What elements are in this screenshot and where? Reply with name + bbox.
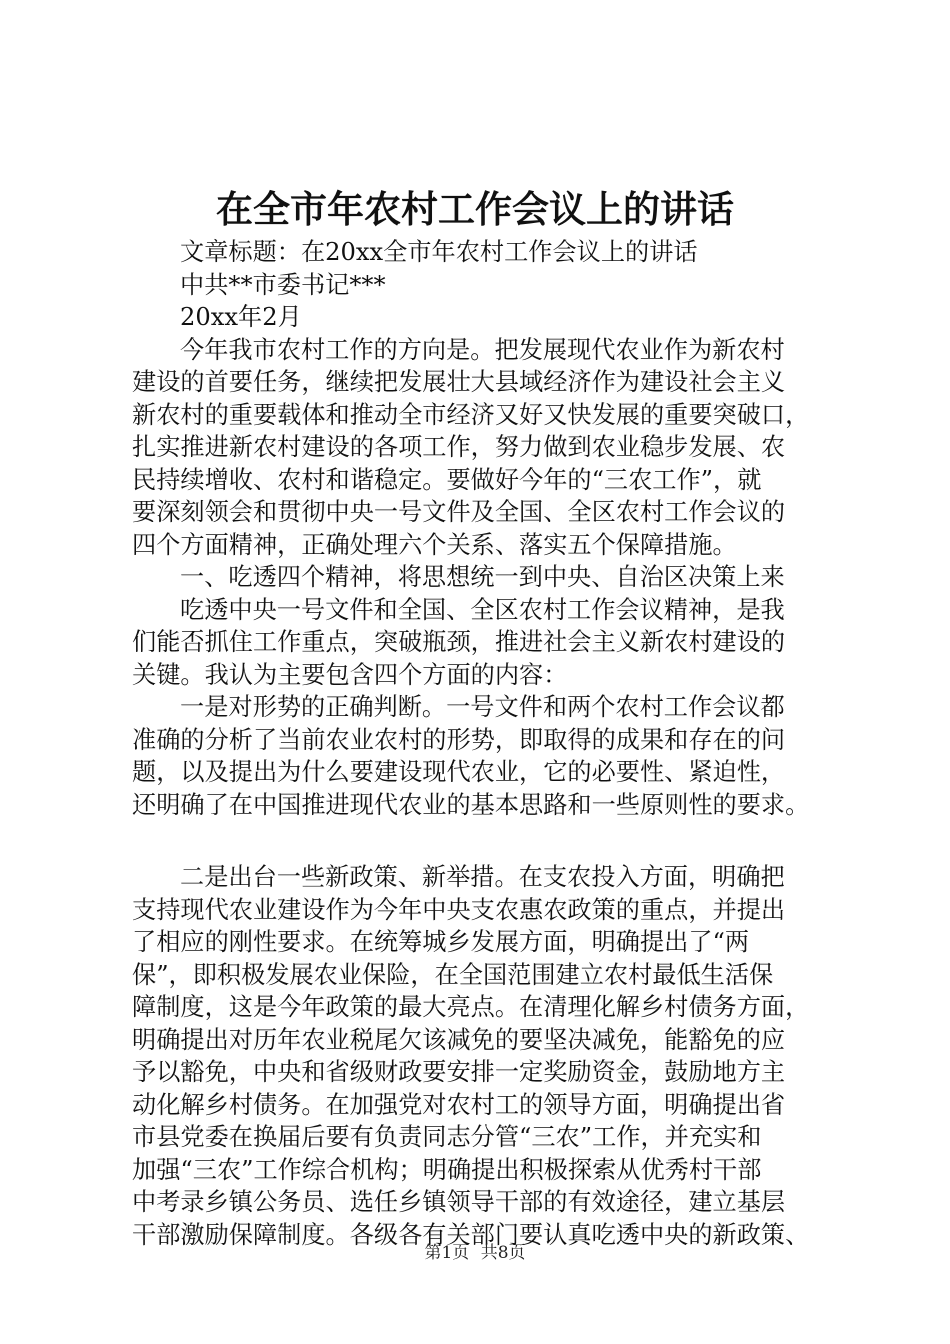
page-number: 第1页 (424, 1243, 470, 1263)
text-line: 关键。我认为主要包含四个方面的内容： (132, 660, 568, 689)
text-line: 新农村的重要载体和推动全市经济又好又快发展的重要突破口， (132, 400, 810, 429)
page-total: 共8页 (480, 1243, 526, 1263)
text-line: 支持现代农业建设作为今年中央支农惠农政策的重点，并提出 (132, 895, 786, 924)
text-line: 明确提出对历年农业税尾欠该减免的要坚决减免，能豁免的应 (132, 1025, 786, 1054)
text-line: 要深刻领会和贯彻中央一号文件及全国、全区农村工作会议的 (132, 498, 786, 526)
text-line: 民持续增收、农村和谐稳定。要做好今年的“三农工作”，就 (132, 465, 762, 494)
text-line: 加强“三农”工作综合机构；明确提出积极探索从优秀村干部 (132, 1155, 762, 1184)
text-line: 一、吃透四个精神，将思想统一到中央、自治区决策上来 (180, 563, 785, 591)
document-body (132, 236, 832, 1251)
text-line: 准确的分析了当前农业农村的形势，即取得的成果和存在的问 (132, 725, 786, 754)
text-line: 今年我市农村工作的方向是。把发展现代农业作为新农村 (180, 335, 785, 364)
text-line: 四个方面精神，正确处理六个关系、落实五个保障措施。 (132, 530, 737, 559)
text-line: 文章标题：在20xx全市年农村工作会议上的讲话 (180, 238, 698, 266)
text-line: 予以豁免，中央和省级财政要安排一定奖励资金，鼓励地方主 (132, 1058, 786, 1086)
text-line: 20xx年2月 (180, 303, 302, 331)
text-line: 扎实推进新农村建设的各项工作，努力做到农业稳步发展、农 (132, 433, 786, 461)
page-footer (0, 1241, 950, 1265)
text-line: 题，以及提出为什么要建设现代农业，它的必要性、紧迫性， (132, 758, 786, 786)
text-line: 建设的首要任务，继续把发展壮大县域经济作为建设社会主义 (132, 368, 786, 396)
text-line: 吃透中央一号文件和全国、全区农村工作会议精神，是我 (180, 595, 785, 624)
paragraph-gap (132, 821, 832, 861)
text-line: 动化解乡村债务。在加强党对农村工的领导方面，明确提出省 (132, 1090, 786, 1119)
text-line: 中考录乡镇公务员、选任乡镇领导干部的有效途径，建立基层 (132, 1188, 786, 1216)
text-line: 市县党委在换届后要有负责同志分管“三农”工作，并充实和 (132, 1123, 762, 1151)
text-line: 了相应的刚性要求。在统筹城乡发展方面，明确提出了“两 (132, 928, 750, 956)
text-line: 障制度，这是今年政策的最大亮点。在清理化解乡村债务方面， (132, 993, 810, 1021)
text-line: 们能否抓住工作重点，突破瓶颈，推进社会主义新农村建设的 (132, 628, 786, 656)
text-line: 二是出台一些新政策、新举措。在支农投入方面，明确把 (180, 863, 785, 891)
text-line: 一是对形势的正确判断。一号文件和两个农村工作会议都 (180, 693, 785, 721)
text-line: 干部激励保障制度。各级各有关部门要认真吃透中央的新政策、 (132, 1220, 810, 1249)
text-line: 还明确了在中国推进现代农业的基本思路和一些原则性的要求。 (132, 790, 810, 819)
document-title: 在全市年农村工作会议上的讲话 (216, 187, 734, 231)
text-line: 保”，即积极发展农业保险，在全国范围建立农村最低生活保 (132, 960, 774, 989)
text-line: 中共**市委书记*** (180, 270, 386, 299)
